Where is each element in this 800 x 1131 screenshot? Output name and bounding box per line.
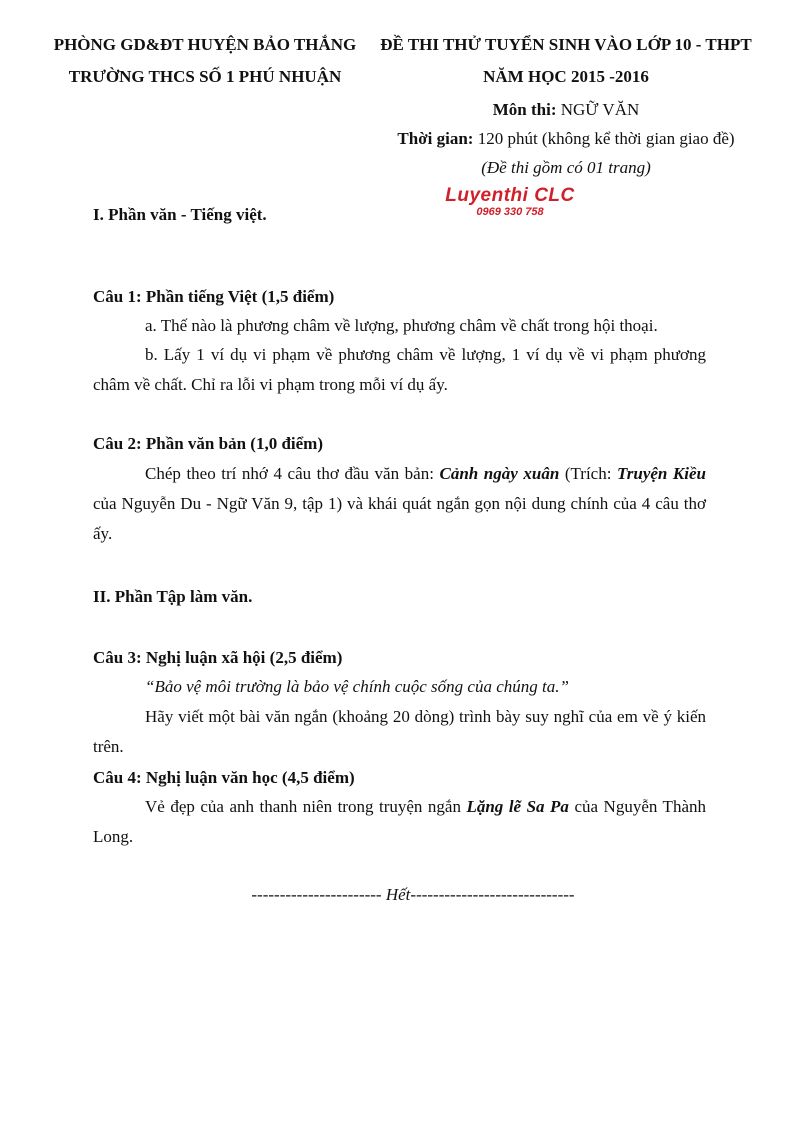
question-4-text [93,792,706,852]
end-dashes-left: ----------------------- [251,885,386,904]
subject-label: Môn thi: [492,100,557,119]
stamp-brand: Luyenthi CLC [445,185,575,206]
question-3-title: Câu 3: Nghị luận xã hội (2,5 điểm) [93,648,343,667]
question-4-title: Câu 4: Nghị luận văn học (4,5 điểm) [93,768,355,787]
question-2-text [93,459,706,549]
time-label: Thời gian: [397,129,474,148]
subject-value: NGỮ VĂN [560,100,640,119]
q4-text-2: của Nguyễn Thành Long. [93,797,706,846]
school-year: NĂM HỌC 2015 -2016 [483,67,649,86]
time-value: 120 phút (không kể thời gian giao đề) [477,129,735,148]
section-2-title: II. Phần Tập làm văn. [93,587,253,606]
section-1-title: I. Phần văn - Tiếng việt. [93,205,267,224]
end-dashes-right: ----------------------------- [410,885,575,904]
question-1b: b. Lấy 1 ví dụ vi phạm về phương châm về lượng, 1 ví dụ về vi phạm phương châm về chất. Chỉ ra lỗi vi phạm trong mỗi ví dụ ấy. [93,345,706,394]
school-name: TRƯỜNG THCS SỐ 1 PHÚ NHUẬN [68,67,342,86]
q2-poem-title: Cảnh ngày xuân [439,464,560,483]
time-line [372,128,760,150]
end-marker [93,884,733,906]
q4-work-title: Lặng lẽ Sa Pa [466,797,569,816]
luyenthi-stamp [430,186,590,218]
question-2-title: Câu 2: Phần văn bản (1,0 điểm) [93,434,324,453]
subject-line [372,99,760,121]
q2-text-1: Chép theo trí nhớ 4 câu thơ đầu văn bản: [145,464,440,483]
q4-text-1: Vẻ đẹp của anh thanh niên trong truyện ngắn [145,797,467,816]
pages-note: (Đề thi gồm có 01 trang) [481,158,651,177]
end-word: Hết [385,885,411,904]
exam-title: ĐỀ THI THỬ TUYỂN SINH VÀO LỚP 10 - THPT [380,35,752,54]
q2-text-2: (Trích: [559,464,617,483]
question-3-quote: “Bảo vệ môi trường là bảo vệ chính cuộc sống của chúng ta.” [145,677,569,696]
question-1-title: Câu 1: Phần tiếng Việt (1,5 điểm) [93,287,335,306]
question-1a: a. Thế nào là phương châm về lượng, phương châm về chất trong hội thoại. [145,316,658,335]
q2-work-title: Truyện Kiều [617,464,706,483]
q2-text-3: của Nguyễn Du - Ngữ Văn 9, tập 1) và khái quát ngắn gọn nội dung chính của 4 câu thơ ấy. [93,494,706,543]
school-department: PHÒNG GD&ĐT HUYỆN BẢO THẮNG [53,35,357,54]
question-3-text: Hãy viết một bài văn ngắn (khoảng 20 dòng) trình bày suy nghĩ của em về ý kiến trên. [93,707,706,756]
stamp-phone: 0969 330 758 [476,206,544,218]
